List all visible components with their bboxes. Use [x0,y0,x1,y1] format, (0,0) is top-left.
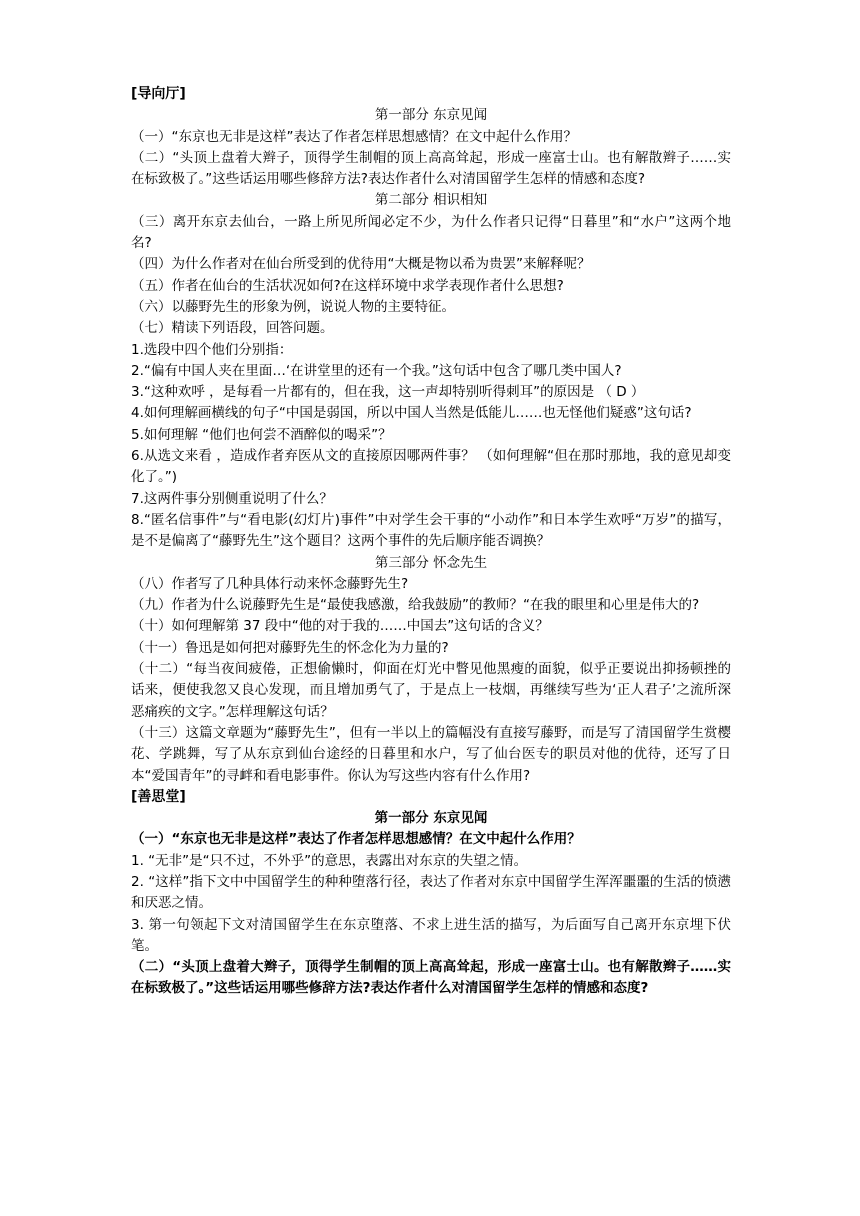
part-title: 第三部分 怀念先生 [374,554,488,571]
question: （七）精读下列语段，回答问题。 [131,320,334,337]
question: （十一）鲁迅是如何把对藤野先生的怀念化为力量的? [131,639,449,656]
sub-question: 4.如何理解画横线的句子“中国是弱国，所以中国人当然是低能儿……也无怪他们疑惑”这句话? [131,405,692,422]
question: （五）作者在仙台的生活状况如何?在这样环境中求学表现作者什么思想? [131,277,564,294]
answer: 1. “无非”是“只不过，不外乎”的意思，表露出对东京的失望之情。 [131,852,528,869]
sub-question: 5.如何理解 “他们也何尝不酒醉似的喝采”？ [131,426,392,443]
answer: 3. 第一句领起下文对清国留学生在东京堕落、不求上进生活的描写，为后面写自己离开东京埋下伏笔。 [131,916,731,954]
section-header-think: [善思堂] [131,788,186,805]
question: （十三）这篇文章题为“藤野先生”，但有一半以上的篇幅没有直接写藤野，而是写了清国留学生赏樱花、学跳舞，写了从东京到仙台途经的日暮里和水户，写了仙台医专的职员对他的优待，还写了日本“爱国青年”的寻衅和看电影事件。你认为写这些内容有什么作用? [131,724,731,784]
part-title: 第二部分 相识相知 [374,192,488,209]
question: （十）如何理解第 37 段中“他的对于我的……中国去”这句话的含义？ [131,618,549,635]
sub-question: 6.从选文来看 ，造成作者弃医从文的直接原因哪两件事？ （如何理解“但在那时那地，我的意见却变化了。”) [131,448,731,486]
sub-question: 2.“偏有中国人夹在里面…‘在讲堂里的还有一个我。”这句话中包含了哪几类中国人? [131,362,622,379]
document-body [131,84,731,1000]
answer: 2. “这样”指下文中中国留学生的种种堕落行径，表达了作者对东京中国留学生浑浑噩噩的生活的愤懑和厌恶之情。 [131,873,731,912]
question: （二）“头顶上盘着大辫子，顶得学生制帽的顶上高高耸起，形成一座富士山。也有解散辫子……实在标致极了。”这些话运用哪些修辞方法?表达作者什么对清国留学生怎样的情感和态度? [131,149,731,188]
question: （一）“东京也无非是这样”表达了作者怎样思想感情？在文中起什么作用？ [131,831,581,848]
question: （六）以藤野先生的形象为例，说说人物的主要特征。 [131,298,455,315]
section-header-guide: [导向厅] [131,86,186,102]
question: （二）“头顶上盘着大辫子，顶得学生制帽的顶上高高耸起，形成一座富士山。也有解散辫子……实在标致极了。”这些话运用哪些修辞方法?表达作者什么对清国留学生怎样的情感和态度? [131,959,731,997]
question: （三）离开东京去仙台，一路上所见所闻必定不少，为什么作者只记得“日暮里”和“水户”这两个地名? [131,213,731,252]
question: （八）作者写了几种具体行动来怀念藤野先生? [131,575,409,592]
question: （一）“东京也无非是这样”表达了作者怎样思想感情？在文中起什么作用？ [131,128,577,145]
sub-question: 7.这两件事分别侧重说明了什么？ [131,490,333,507]
part-title: 第一部分 东京见闻 [374,810,488,827]
sub-question: 3.“这种欢呼 ，是每看一片都有的，但在我，这一声却特别听得刺耳”的原因是 （ D ） [131,384,645,401]
question: （四）为什么作者对在仙台所受到的优待用“大概是物以希为贵罢”来解释呢？ [131,256,591,273]
sub-question: 8.“匿名信事件”与“看电影(幻灯片)事件”中对学生会干事的“小动作”和日本学生欢呼“万岁”的描写，是不是偏离了“藤野先生”这个题目？这两个事件的先后顺序能否调换？ [131,511,731,550]
question: （九）作者为什么说藤野先生是“最使我感激，给我鼓励”的教师？“在我的眼里和心里是伟大的? [131,597,700,614]
question: （十二）“每当夜间疲倦，正想偷懒时，仰面在灯光中瞥见他黑瘦的面貌，似乎正要说出抑扬顿挫的话来，便使我忽又良心发现，而且增加勇气了，于是点上一枝烟，再继续写些为‘正人君子’之流所深恶痛疾的文字。”怎样理解这句话？ [131,661,731,720]
part-title: 第一部分 东京见闻 [374,107,488,124]
sub-question: 1.选段中四个他们分别指： [131,341,293,358]
